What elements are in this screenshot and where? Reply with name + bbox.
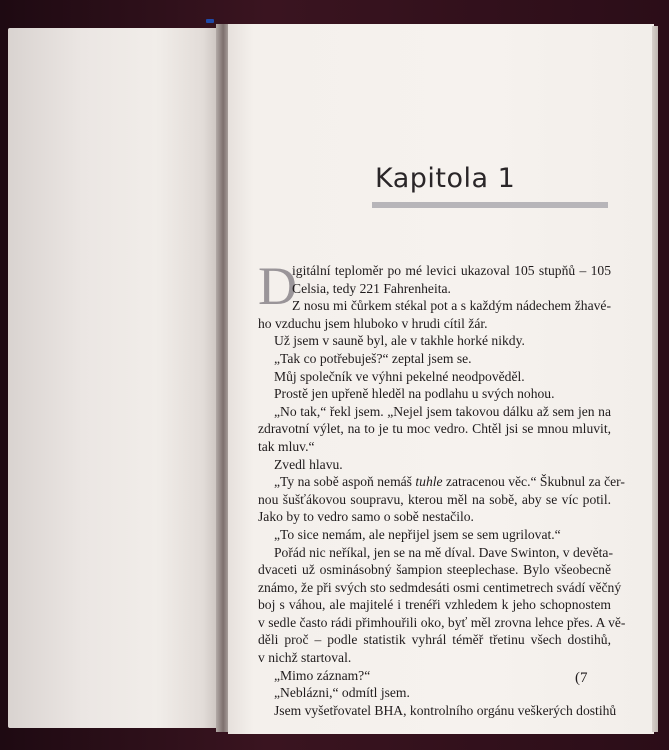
text-line: Celsia, tedy 221 Fahrenheita. [292, 280, 451, 296]
body-text [258, 256, 626, 719]
drop-cap: D [258, 256, 297, 316]
text-line: Jsem vyšetřovatel BHA, kontrolního orgánu veškerých dostihů [274, 702, 617, 718]
text-line: Už jsem v sauně byl, ale v takhle horké nikdy. [274, 333, 525, 349]
text-line: Prostě jen upřeně hleděl na podlahu u svých nohou. [274, 386, 555, 402]
text-line: zdravotní výlet, na to je tu moc vedro. Chtěl jsi se mnou mluvit, [258, 421, 611, 437]
text-line: igitální teploměr po mé levici ukazoval 105 stupňů – 105 [292, 263, 611, 278]
page-number: (7 [575, 670, 588, 686]
text-line: známo, že při svých sto sedmdesáti osmi centimetrech svádí věčný [258, 579, 622, 595]
text-segment: zatracenou věc.“ Škubnul za čer- [445, 474, 625, 490]
left-page [8, 28, 220, 728]
text-line: Zvedl hlavu. [274, 456, 343, 472]
text-line: nou šušťákovou soupravu, kterou měl na sobě, aby se víc potil. [258, 491, 611, 507]
text-line: Můj společník ve výhni pekelné neodpověděl. [274, 368, 525, 384]
text-line: „Tak co potřebuješ?“ zeptal jsem se. [274, 350, 472, 366]
text-line [258, 473, 625, 491]
text-line: „Mimo záznam?“ [274, 667, 371, 683]
text-line: ho vzduchu jsem hluboko v hrudi cítil žár. [258, 315, 488, 331]
text-line: v nichž startoval. [258, 650, 352, 666]
text-line: Z nosu mi čůrkem stékal pot a s každým nádechem žhavé- [292, 298, 611, 314]
text-line: „To sice nemám, ale nepřijel jsem se sem ugrilovat.“ [274, 526, 561, 542]
text-line: děli proč – podle statistik vyhrál téměř třetinu všech dostihů, [258, 632, 611, 648]
bookmark-ribbon [206, 19, 214, 23]
text-line: Jako by to vedro samo o sobě nestačilo. [258, 509, 474, 525]
text-line: dvaceti už osminásobný šampion steeplechase. Bylo všeobecně [258, 562, 611, 578]
text-line: „No tak,“ řekl jsem. „Nejel jsem takovou dálku až sem jen na [274, 403, 611, 419]
text-line: „Neblázni,“ odmítl jsem. [274, 685, 410, 701]
text-line: Pořád nic neříkal, jen se na mě díval. Dave Swinton, v devěta- [274, 544, 613, 560]
chapter-underline-bar [372, 202, 608, 208]
chapter-title: Kapitola 1 [375, 163, 516, 194]
emphasis-text: tuhle [415, 474, 443, 490]
page-edge [652, 26, 658, 732]
text-line: tak mluv.“ [258, 438, 315, 454]
text-line: boj s váhou, ale majitelé i trenéři vzhledem k jeho schopnostem [258, 597, 611, 613]
text-segment: „Ty na sobě aspoň nemáš [274, 474, 412, 490]
text-line: v sedle často rádi přimhouřili oko, byť měl zrovna lehce přes. A vě- [258, 614, 626, 630]
